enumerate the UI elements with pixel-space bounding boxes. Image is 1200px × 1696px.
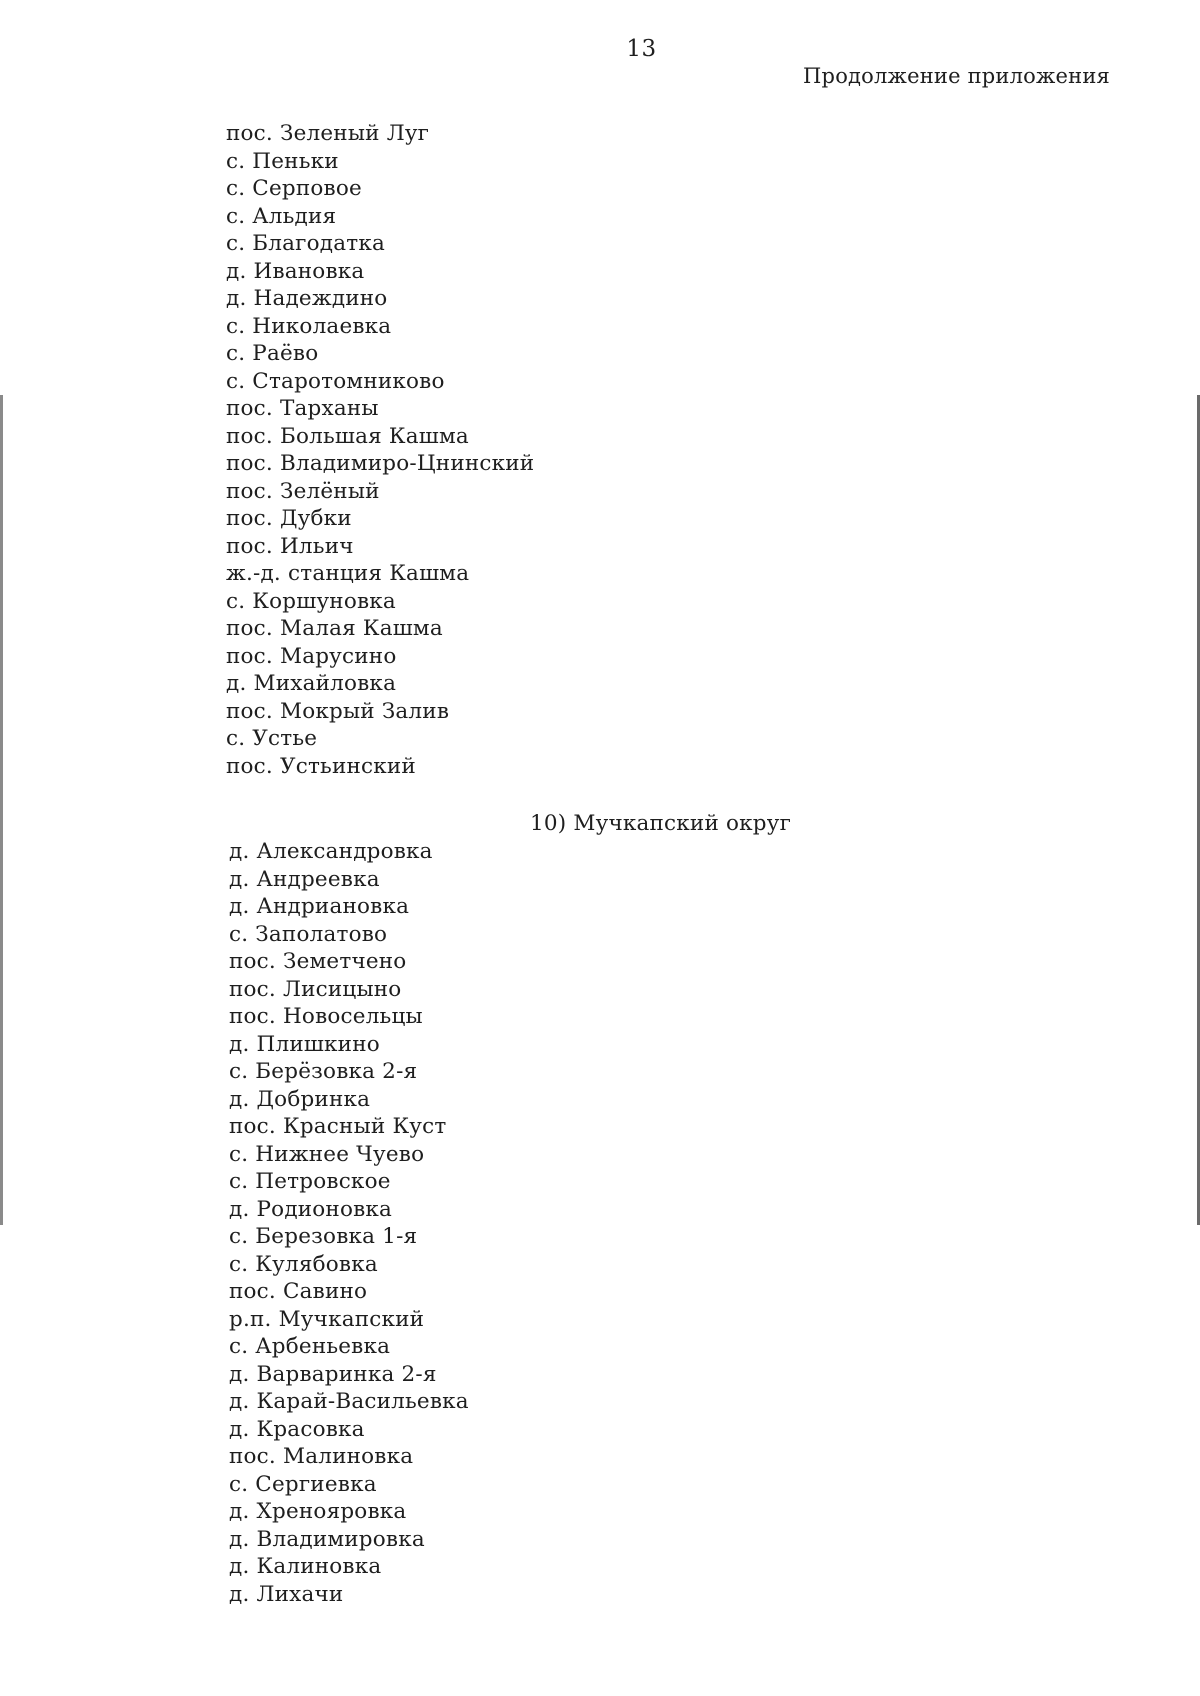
- list-item: пос. Новосельцы: [229, 1004, 423, 1029]
- list-item: с. Раёво: [226, 341, 319, 366]
- list-item: с. Арбеньевка: [229, 1334, 391, 1359]
- list-item: д. Хренояровка: [229, 1499, 407, 1524]
- list-item: пос. Зелёный: [226, 478, 380, 504]
- list-item: с. Устье: [226, 726, 318, 751]
- list-item: пос. Савино: [229, 1279, 368, 1304]
- list-item: пос. Зеленый Луг: [226, 121, 430, 146]
- list-item: с. Пеньки: [226, 148, 339, 174]
- list-item: с. Альдия: [226, 203, 337, 229]
- list-item: с. Серповое: [226, 176, 362, 201]
- list-item: д. Карай-Васильевка: [229, 1389, 469, 1414]
- list-item: ж.-д. станция Кашма: [226, 561, 470, 586]
- list-item: пос. Устьинский: [226, 753, 416, 779]
- list-item: пос. Земетчено: [229, 949, 407, 974]
- list-item: д. Ивановка: [226, 258, 365, 284]
- list-item: пос. Малая Кашма: [226, 616, 443, 641]
- list-item: д. Андреевка: [229, 866, 380, 892]
- list-item: пос. Владимиро-Цнинский: [226, 451, 535, 476]
- list-item: пос. Лисицыно: [229, 976, 402, 1002]
- list-item: пос. Большая Кашма: [226, 423, 469, 449]
- list-item: пос. Ильич: [226, 533, 354, 559]
- list-item: с. Нижнее Чуево: [229, 1141, 425, 1167]
- scan-edge-left: [0, 395, 3, 1225]
- list-item: с. Березовка 1-я: [229, 1224, 418, 1249]
- list-item: пос. Тарханы: [226, 396, 379, 421]
- page-number: 13: [626, 36, 657, 62]
- list-item: д. Родионовка: [229, 1196, 393, 1222]
- list-item: д. Калиновка: [229, 1554, 382, 1579]
- list-item: с. Заполатово: [229, 921, 388, 947]
- list-item: д. Надеждино: [226, 286, 388, 311]
- list-item: пос. Малиновка: [229, 1444, 414, 1469]
- list-item: д. Варваринка 2-я: [229, 1361, 437, 1387]
- list-item: с. Сергиевка: [229, 1471, 377, 1497]
- list-item: д. Михайловка: [226, 671, 397, 696]
- list-item: с. Старотомниково: [226, 368, 445, 394]
- list-item: с. Петровское: [229, 1169, 391, 1194]
- list-item: пос. Дубки: [226, 506, 352, 531]
- list-item: с. Кулябовка: [229, 1251, 378, 1277]
- list-item: с. Благодатка: [226, 231, 385, 256]
- list-item: д. Александровка: [229, 839, 433, 864]
- list-item: д. Плишкино: [229, 1031, 380, 1057]
- section-heading: 10) Мучкапский округ: [530, 811, 792, 836]
- list-item: р.п. Мучкапский: [229, 1306, 425, 1332]
- continuation-label: Продолжение приложения: [803, 64, 1110, 88]
- list-item: пос. Марусино: [226, 643, 397, 669]
- list-item: д. Лихачи: [229, 1581, 344, 1607]
- list-item: д. Красовка: [229, 1416, 365, 1442]
- list-item: д. Андриановка: [229, 894, 410, 919]
- list-item: д. Владимировка: [229, 1526, 425, 1552]
- list-item: с. Берёзовка 2-я: [229, 1059, 418, 1084]
- settlement-list-2: [229, 838, 469, 1608]
- list-item: д. Добринка: [229, 1086, 371, 1112]
- settlement-list-1: [226, 120, 534, 780]
- list-item: с. Николаевка: [226, 313, 392, 339]
- list-item: пос. Мокрый Залив: [226, 698, 450, 724]
- list-item: пос. Красный Куст: [229, 1114, 447, 1139]
- list-item: с. Коршуновка: [226, 588, 396, 614]
